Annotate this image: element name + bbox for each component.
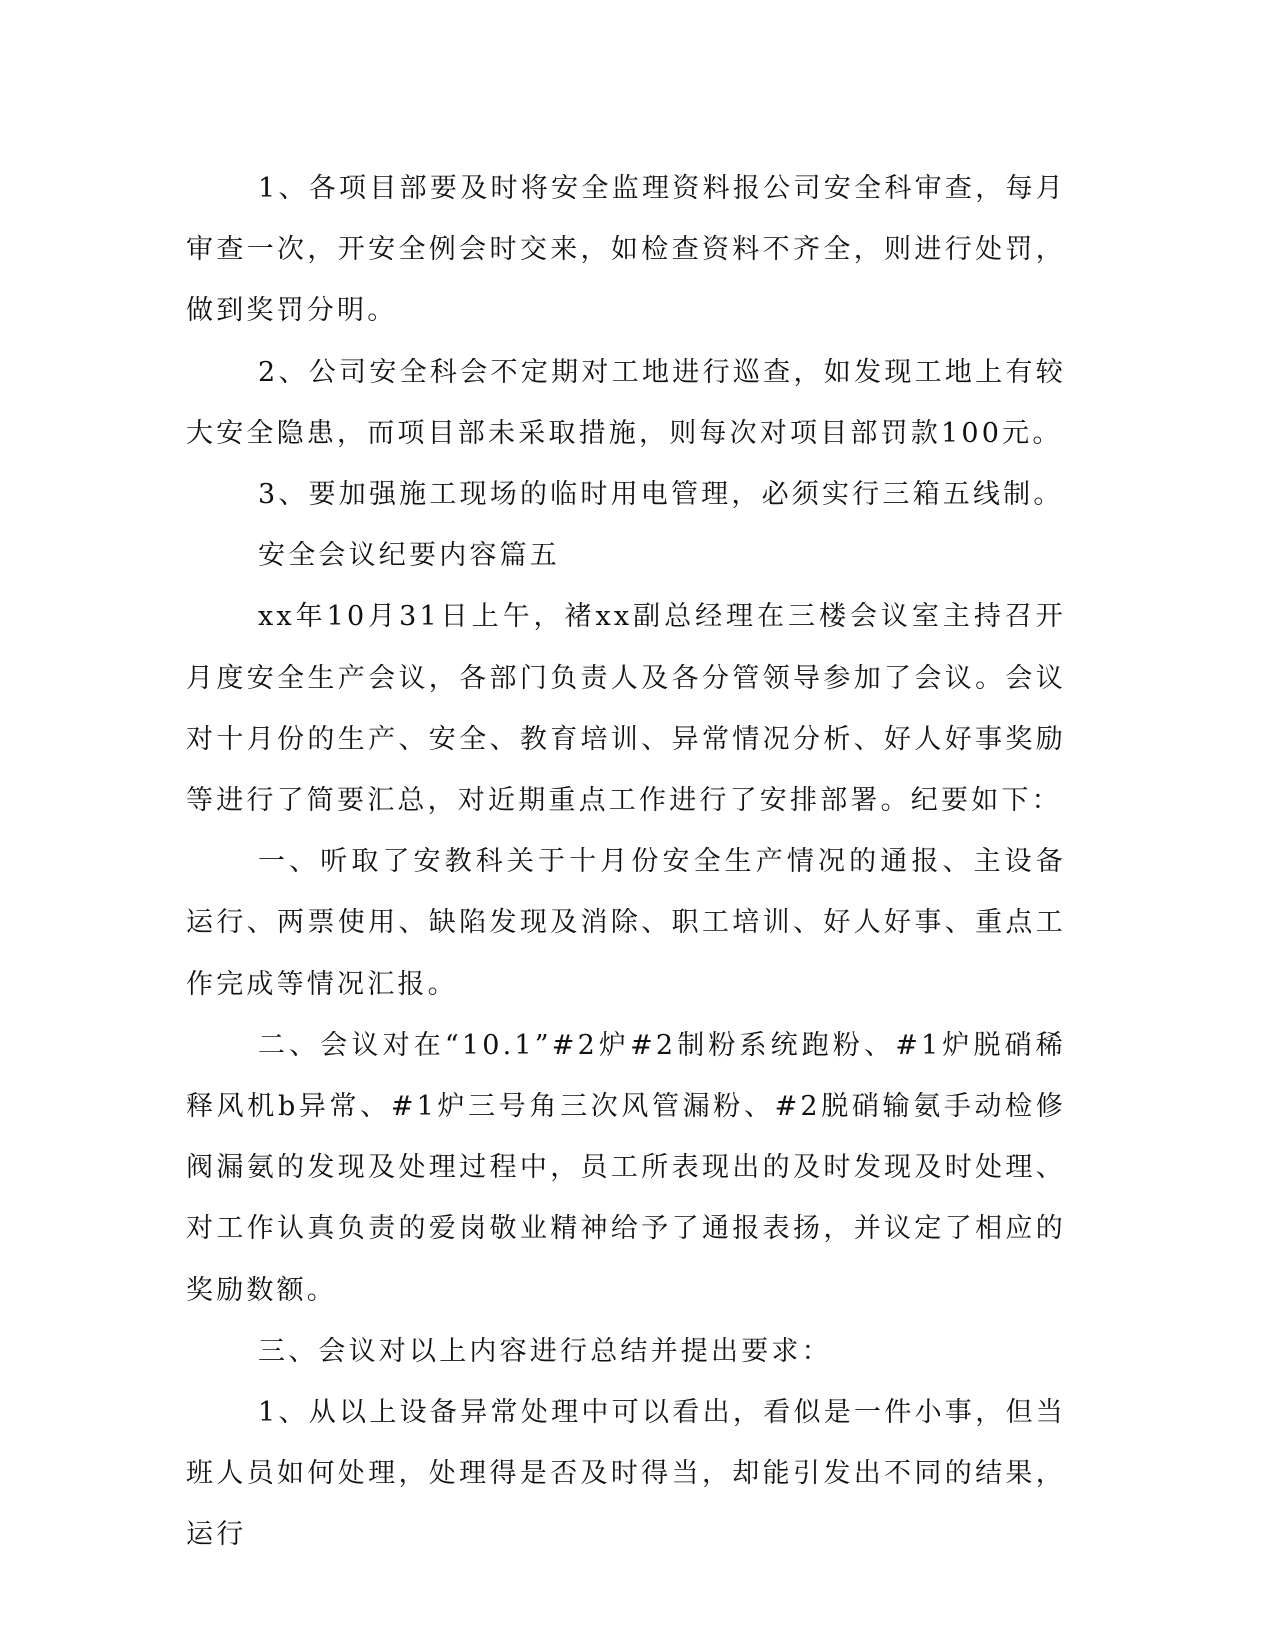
document-body bbox=[186, 158, 1066, 1566]
paragraph-item-2: 2、公司安全科会不定期对工地进行巡查，如发现工地上有较大安全隐患，而项目部未采取措施，则每次对项目部罚款100元。 bbox=[186, 356, 1066, 449]
paragraph-point-three: 三、会议对以上内容进行总结并提出要求： bbox=[258, 1335, 832, 1367]
paragraph-item-3: 3、要加强施工现场的临时用电管理，必须实行三箱五线制。 bbox=[258, 479, 1064, 511]
section-heading: 安全会议纪要内容篇五 bbox=[258, 540, 560, 572]
meeting-intro-paragraph: xx年10月31日上午，褚xx副总经理在三楼会议室主持召开月度安全生产会议，各部门负责人及各分管领导参加了会议。会议对十月份的生产、安全、教育培训、异常情况分析、好人好事奖励等进行了简要汇总，对近期重点工作进行了安排部署。纪要如下： bbox=[186, 601, 1066, 817]
paragraph-point-one: 一、听取了安教科关于十月份安全生产情况的通报、主设备运行、两票使用、缺陷发现及消除、职工培训、好人好事、重点工作完成等情况汇报。 bbox=[186, 846, 1066, 1000]
paragraph-requirement-1: 1、从以上设备异常处理中可以看出，看似是一件小事，但当班人员如何处理，处理得是否及时得当，却能引发出不同的结果，运行 bbox=[186, 1397, 1066, 1551]
paragraph-item-1: 1、各项目部要及时将安全监理资料报公司安全科审查，每月审查一次，开安全例会时交来，如检查资料不齐全，则进行处罚，做到奖罚分明。 bbox=[186, 173, 1066, 327]
paragraph-point-two: 二、会议对在“10.1”#2炉#2制粉系统跑粉、#1炉脱硝稀释风机b异常、#1炉三号角三次风管漏粉、#2脱硝输氨手动检修阀漏氨的发现及处理过程中，员工所表现出的及时发现及时处理、对工作认真负责的爱岗敬业精神给予了通报表扬，并议定了相应的奖励数额。 bbox=[186, 1029, 1066, 1306]
